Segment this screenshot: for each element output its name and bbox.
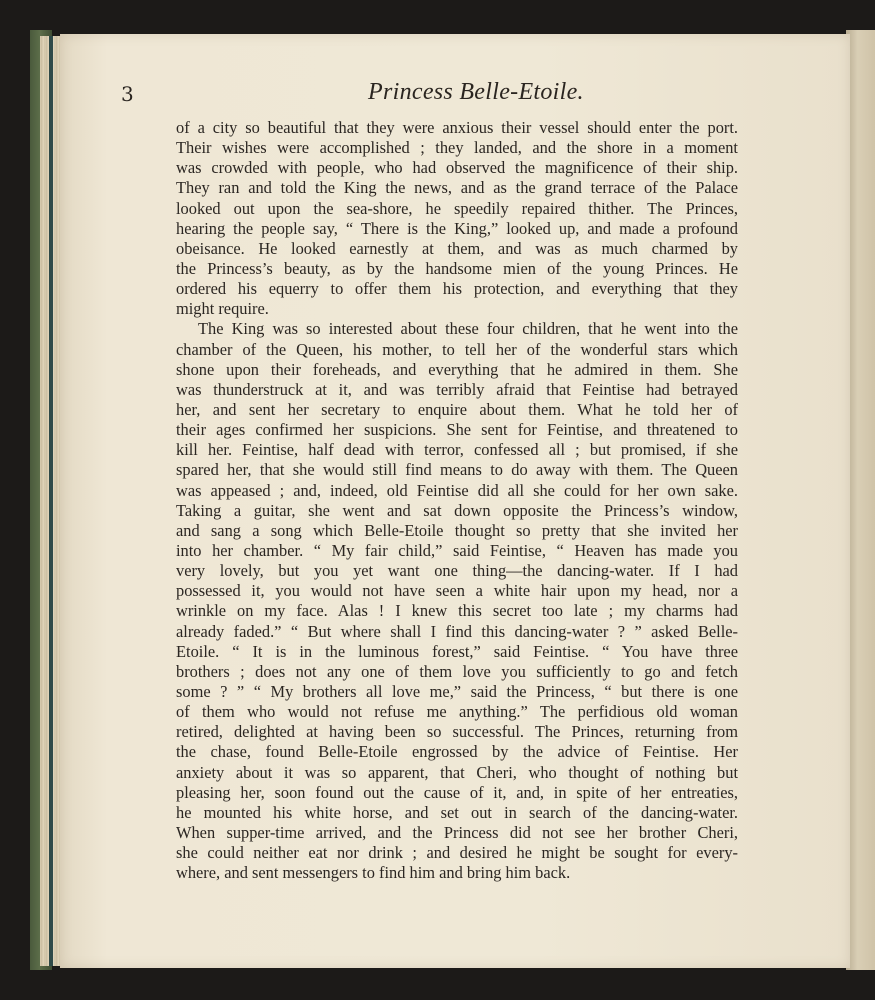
text-line: hearing the people say, “ There is the King,” looked up, and made a profound <box>176 218 738 238</box>
text-line: chamber of the Queen, his mother, to tell her of the wonderful stars which <box>176 339 738 359</box>
text-line: spared her, that she would still find means to do away with them. The Queen <box>176 460 738 480</box>
next-page-edge <box>846 30 875 970</box>
text-line: he mounted his white horse, and set out in search of the dancing-water. <box>176 802 738 822</box>
text-line: her, and sent her secretary to enquire about them. What he told her of <box>176 399 738 419</box>
text-line: the Princess’s beauty, as by the handsome mien of the young Princes. He <box>176 258 738 278</box>
text-line: wrinkle on my face. Alas ! I knew this secret too late ; my charms had <box>176 601 738 621</box>
text-line: was appeased ; and, indeed, old Feintise did all she could for her own sake. <box>176 480 738 500</box>
text-line: of them who would not refuse me anything.” The perfidious old woman <box>176 702 738 722</box>
text-line: anxiety about it was so apparent, that Cheri, who thought of nothing but <box>176 762 738 782</box>
text-line: was thunderstruck at it, and was terribly afraid that Feintise had betrayed <box>176 379 738 399</box>
text-line: and sang a song which Belle-Etoile thought so pretty that she invited her <box>176 520 738 540</box>
text-line: obeisance. He looked earnestly at them, and was as much charmed by <box>176 238 738 258</box>
text-line: Etoile. “ It is in the luminous forest,” said Feintise. “ You have three <box>176 641 738 661</box>
text-line: kill her. Feintise, half dead with terror, confessed all ; but promised, if she <box>176 440 738 460</box>
text-line: ordered his equerry to offer them his protection, and everything that they <box>176 279 738 299</box>
text-line: brothers ; does not any one of them love you sufficiently to go and fetch <box>176 661 738 681</box>
text-line: was crowded with people, who had observed the magnificence of their ship. <box>176 158 738 178</box>
text-line: Their wishes were accomplished ; they landed, and the shore in a moment <box>176 138 738 158</box>
text-line: Taking a guitar, she went and sat down opposite the Princess’s window, <box>176 500 738 520</box>
text-line: into her chamber. “ My fair child,” said Feintise, “ Heaven has made you <box>176 540 738 560</box>
text-line: looked out upon the sea-shore, he speedily repaired thither. The Princes, <box>176 198 738 218</box>
text-line: pleasing her, soon found out the cause of it, and, in spite of her entreaties, <box>176 782 738 802</box>
text-line: already faded.” “ But where shall I find this dancing-water ? ” asked Belle- <box>176 621 738 641</box>
text-line: the chase, found Belle-Etoile engrossed by the advice of Feintise. Her <box>176 742 738 762</box>
text-line: might require. <box>176 299 269 319</box>
text-line: their ages confirmed her suspicions. She sent for Feintise, and threatened to <box>176 420 738 440</box>
text-line: possessed it, you would not have seen a white hair upon my head, nor a <box>176 581 738 601</box>
body-text <box>176 118 738 883</box>
text-line: When supper-time arrived, and the Princess did not see her brother Cheri, <box>176 822 738 842</box>
binding-gutter <box>49 36 53 966</box>
text-line: of a city so beautiful that they were anxious their vessel should enter the port. <box>176 118 738 137</box>
page-number: 3 <box>121 82 134 106</box>
text-line: They ran and told the King the news, and as the grand terrace of the Palace <box>176 178 738 198</box>
running-title: Princess Belle-Etoile. <box>368 79 584 105</box>
text-line: retired, delighted at having been so successful. The Princes, returning from <box>176 722 738 742</box>
text-line: very lovely, but you yet want one thing—the dancing-water. If I had <box>176 561 738 581</box>
text-line: some ? ” “ My brothers all love me,” said the Princess, “ but there is one <box>176 681 738 701</box>
text-line: The King was so interested about these four children, that he went into the <box>198 319 738 339</box>
text-line: shone upon their foreheads, and everything that he admired in them. She <box>176 359 738 379</box>
text-line: she could neither eat nor drink ; and desired he might be sought for every- <box>176 843 738 863</box>
text-line: where, and sent messengers to find him and bring him back. <box>176 863 571 883</box>
